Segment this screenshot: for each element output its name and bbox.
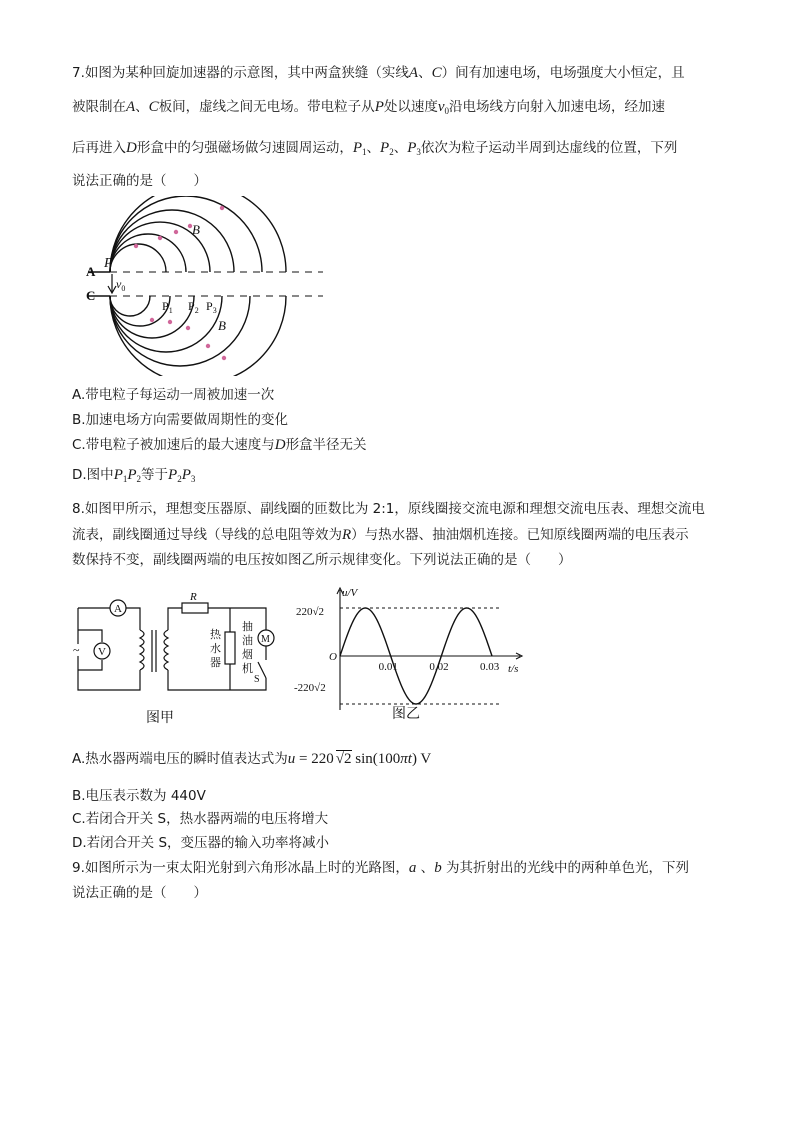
q8-option-b: [72, 787, 206, 805]
lower-arc-5: [110, 296, 250, 366]
q7-text: 沿电场线方向射入加速电场，经加速: [449, 99, 666, 115]
ammeter-label: A: [114, 603, 122, 615]
q8-option-c: [72, 810, 328, 828]
label-b-upper: B: [192, 222, 200, 237]
dot: [174, 230, 178, 234]
q9-var-a: a: [408, 860, 417, 876]
label-p3: [206, 299, 217, 315]
q9-sep: 、: [416, 860, 435, 876]
q7-text: 后再进入: [72, 140, 126, 156]
label-p: P: [206, 299, 213, 313]
q7-p1p2: [114, 467, 141, 483]
q7-p2p3: [168, 467, 195, 483]
q7-sep: 、: [418, 65, 432, 81]
dot: [168, 320, 172, 324]
q7-p1: [353, 140, 367, 156]
label-p: P: [104, 256, 113, 271]
q7-v: v: [437, 99, 445, 115]
particle-dots: [134, 206, 226, 360]
label-sub: 1: [168, 306, 173, 315]
voltmeter-wire: [78, 660, 102, 670]
x-tick-label: 0.03: [480, 661, 500, 673]
q7-text: 形盒中的匀强磁场做匀速圆周运动，: [136, 140, 353, 156]
resistor-label: R: [190, 591, 197, 603]
label-p: P: [162, 299, 169, 313]
secondary-wire: [168, 608, 182, 630]
dot: [150, 318, 154, 322]
q7-option-c-text: C.带电粒子被加速后的最大速度与: [72, 437, 275, 453]
figure-yi-caption: 图乙: [392, 706, 420, 722]
x-axis-label: t/s: [508, 663, 519, 675]
switch-label: S: [254, 674, 260, 685]
q7-line2: [72, 98, 665, 116]
dot: [134, 244, 138, 248]
q8-pi-t: πt: [400, 751, 412, 767]
sqrt-value: 2: [344, 751, 352, 767]
q7-option-a: [72, 386, 274, 404]
q9-text: 说法正确的是（ ）: [72, 885, 207, 901]
q7-option-d-text: D.图中: [72, 467, 114, 483]
q7-option-b: [72, 411, 288, 429]
q8-text: ）与热水器、抽油烟机连接。已知原线圈两端的电压表示: [351, 527, 689, 543]
q7-sub: 2: [389, 147, 394, 157]
q8-option-a: [72, 750, 431, 768]
q7-p: P: [168, 467, 178, 483]
q7-line1: [72, 64, 685, 82]
q8-sin: sin: [351, 751, 373, 767]
heater-label: 器: [210, 656, 221, 669]
label-v: v: [116, 277, 122, 291]
x-tick-label: 0.01: [378, 661, 398, 673]
ymax-label: 220√2: [296, 606, 325, 618]
q9-text: 9.如图所示为一束太阳光射到六角形冰晶上时的光路图，: [72, 860, 409, 876]
q8-option-d: [72, 834, 329, 852]
q8-text: 8.如图甲所示，理想变压器原、副线圈的匝数比为 2:1，原线圈接交流电源和理想交流电压表、理想交流电: [72, 501, 705, 517]
voltmeter-wire: [78, 630, 102, 642]
q7-text: 依次为粒子运动半周到达虚线的位置，下列: [420, 140, 678, 156]
q8-line1: [72, 500, 705, 518]
q7-sub: 2: [177, 474, 182, 484]
q7-p3: [407, 140, 421, 156]
q8-line3: [72, 551, 572, 569]
q7-text: 处以速度: [383, 99, 438, 115]
label-p2: [188, 299, 199, 315]
primary-wire: [78, 608, 140, 630]
q7-sep: 、: [135, 99, 149, 115]
q9-line2: [72, 884, 207, 902]
sqrt-symbol: √2: [335, 751, 352, 767]
q7-var-v0: [438, 99, 449, 115]
q8-var-u: u: [287, 751, 296, 767]
secondary-wire: [208, 608, 266, 630]
q9-line1: [72, 859, 689, 877]
q7-text: 被限制在: [72, 99, 126, 115]
dot: [158, 236, 162, 240]
q7-p: P: [352, 140, 363, 156]
label-c: C: [86, 288, 96, 303]
q8-unit: ) V: [411, 751, 432, 767]
motor-label: M: [261, 634, 270, 645]
primary-coil: [140, 630, 144, 670]
circuit-figure: [70, 590, 280, 730]
q7-var-c: C: [148, 99, 159, 115]
hood-label: 烟: [242, 648, 253, 661]
ac-source-icon: ~: [73, 643, 80, 657]
dot: [206, 344, 210, 348]
q7-var-c: C: [431, 65, 442, 81]
q8-option-c-text: C.若闭合开关 S，热水器两端的电压将增大: [72, 811, 329, 827]
q7-text: 说法正确的是（ ）: [72, 173, 207, 189]
q8-option-b-text: B.电压表示数为 440V: [72, 788, 206, 804]
q7-option-c-text: 形盒半径无关: [285, 437, 367, 453]
label-p1: [162, 299, 173, 315]
q7-option-c: [72, 436, 367, 454]
label-v-sub: 0: [121, 284, 126, 293]
y-axis-label: u/V: [342, 587, 358, 599]
q8-option-d-text: D.若闭合开关 S，变压器的输入功率将减小: [72, 835, 330, 851]
resistor-r: [182, 603, 208, 613]
label-b-lower: B: [218, 318, 226, 333]
q7-sub: 1: [122, 474, 128, 484]
q7-var-d: D: [126, 140, 137, 156]
dot: [186, 326, 190, 330]
q7-p: P: [127, 467, 137, 483]
q7-p: P: [181, 467, 191, 483]
q7-sub: 1: [362, 147, 367, 157]
q8-var-r: R: [342, 527, 352, 543]
q7-option-d: [72, 466, 195, 484]
hood-label: 机: [242, 662, 253, 675]
heater-label: 水: [210, 642, 221, 655]
q7-sub: 3: [416, 147, 421, 157]
q7-option-d-text: 等于: [141, 467, 169, 483]
voltmeter-label: V: [98, 646, 106, 658]
q7-sub: 3: [190, 474, 196, 484]
x-tick-label: 0.02: [429, 661, 449, 673]
q7-sub: 2: [136, 474, 142, 484]
q7-p: P: [407, 140, 417, 156]
q7-var-p: P: [374, 99, 384, 115]
label-a: A: [86, 264, 96, 279]
q7-p2: [380, 140, 394, 156]
cyclotron-figure: [78, 196, 338, 376]
q7-var-a: A: [408, 65, 419, 81]
dot: [220, 206, 224, 210]
sine-chart: [292, 584, 542, 730]
q8-eq: = 220: [295, 751, 334, 767]
q7-option-a-text: A.带电粒子每运动一周被加速一次: [72, 387, 275, 403]
origin-label: O: [329, 651, 337, 663]
label-sub: 2: [194, 306, 199, 315]
dot: [222, 356, 226, 360]
q7-line3: 后再进入D形盒中的匀强磁场做匀速圆周运动，$P_1$、$P_2$、$P_3$依次为粒子运动半周到达虚线的位置，下列: [72, 140, 678, 157]
figure-jia-caption: 图甲: [146, 710, 174, 726]
label-sub: 3: [212, 306, 217, 315]
q8-option-a-text: A.热水器两端电压的瞬时值表达式为: [72, 751, 288, 767]
q7-text: ）间有加速电场，电场强度大小恒定，且: [441, 65, 685, 81]
secondary-coil: [164, 630, 168, 670]
q7-v-sub: 0: [444, 106, 450, 116]
q8-text: 数保持不变，副线圈两端的电压按如图乙所示规律变化。下列说法正确的是（ ）: [72, 552, 572, 568]
label-v0: [116, 277, 125, 293]
q9-text: 为其折射出的光线中的两种单色光，下列: [441, 860, 689, 876]
q8-text: 流表，副线圈通过导线（导线的总电阻等效为: [72, 527, 342, 543]
upper-arc-5: [110, 196, 262, 272]
hood-label: 抽: [242, 620, 253, 633]
q7-p: P: [380, 140, 390, 156]
q7-var-d: D: [274, 437, 286, 453]
q7-option-b-text: B.加速电场方向需要做周期性的变化: [72, 412, 289, 428]
heater: [225, 632, 235, 664]
ymin-label: -220√2: [294, 682, 326, 694]
q8-line2: [72, 526, 689, 544]
q7-text: 板间，虚线之间无电场。带电粒子从: [158, 99, 375, 115]
q7-text: 7.如图为某种回旋加速器的示意图，其中两盒狭缝（实线: [72, 65, 409, 81]
q8-arg: (100: [372, 751, 401, 767]
q7-p: P: [113, 467, 123, 483]
q9-var-b: b: [434, 860, 442, 876]
q7-line4: [72, 172, 207, 190]
heater-label: 热: [210, 628, 221, 641]
hood-label: 油: [242, 634, 253, 647]
upper-arc-4: [110, 210, 234, 272]
q7-var-a: A: [126, 99, 136, 115]
label-p: P: [188, 299, 195, 313]
